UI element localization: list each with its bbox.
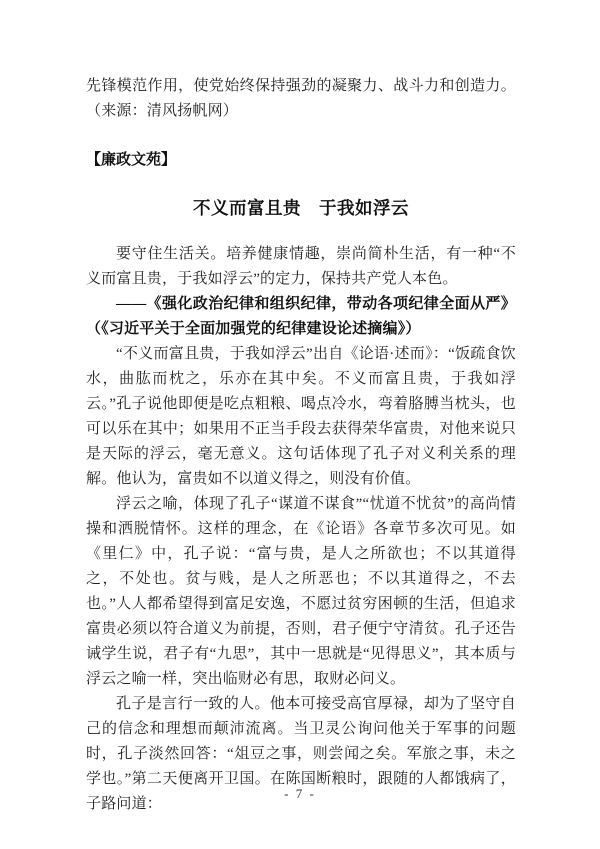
- paragraph-continuation: 先锋模范作用，使党始终保持强劲的凝聚力、战斗力和创造力。（来源：清风扬帆网）: [86, 78, 516, 119]
- body-paragraph: “不义而富且贵，于我如浮云”出自《论语·述而》：“饭疏食饮水，曲肱而枕之，乐亦在其中矣。不义而富且贵，于我如浮云。”孔子说他即便是吃点粗粮、喝点冷水，弯着胳膊当枕头，也可以乐在其中；如果用不正当手段去获得荣华富贵，对他来说只是天际的浮云，毫无意义。这句话体现了孔子对义利关系的理解。他认为，富贵如不以道义得之，则没有价值。: [86, 346, 516, 487]
- section-header: 【廉政文苑】: [86, 152, 177, 168]
- page-number: - 7 -: [284, 786, 316, 801]
- body-paragraph: 孔子是言行一致的人。他本可接受高官厚禄，却为了坚守自己的信念和理想而颠沛流离。当卫灵公询问他关于军事的问题时，孔子淡然回答：“俎豆之事，则尝闻之矣。军旅之事，未之学也。”第二天便离开卫国。在陈国断粮时，跟随的人都饿病了，子路问道：: [86, 696, 516, 812]
- body-paragraph: 浮云之喻，体现了孔子“谋道不谋食”“忧道不忧贫”的高尚情操和洒脱情怀。这样的理念，在《论语》各章节多次可见。如《里仁》中，孔子说：“富与贵，是人之所欲也；不以其道得之，不处也。贫与贱，是人之所恶也；不以其道得之，不去也。”人人都希望得到富足安逸，不愿过贫穷困顿的生活，但追求富贵必须以符合道义为前提，否则，君子便宁守清贫。孔子还告诫学生说，君子有“九思”，其中一思就是“见得思义”，其本质与浮云之喻一样，突出临财必有思，取财必问义。: [86, 496, 516, 687]
- body-paragraph: 要守住生活关。培养健康情趣，崇尚简朴生活，有一种“不义而富且贵，于我如浮云”的定力，保持共产党人本色。: [86, 246, 516, 287]
- article-title: 不义而富且贵 于我如浮云: [193, 198, 409, 218]
- body-paragraph-citation: ——《强化政治纪律和组织纪律，带动各项纪律全面从严》（《习近平关于全面加强党的纪律建设论述摘编》）: [86, 296, 516, 337]
